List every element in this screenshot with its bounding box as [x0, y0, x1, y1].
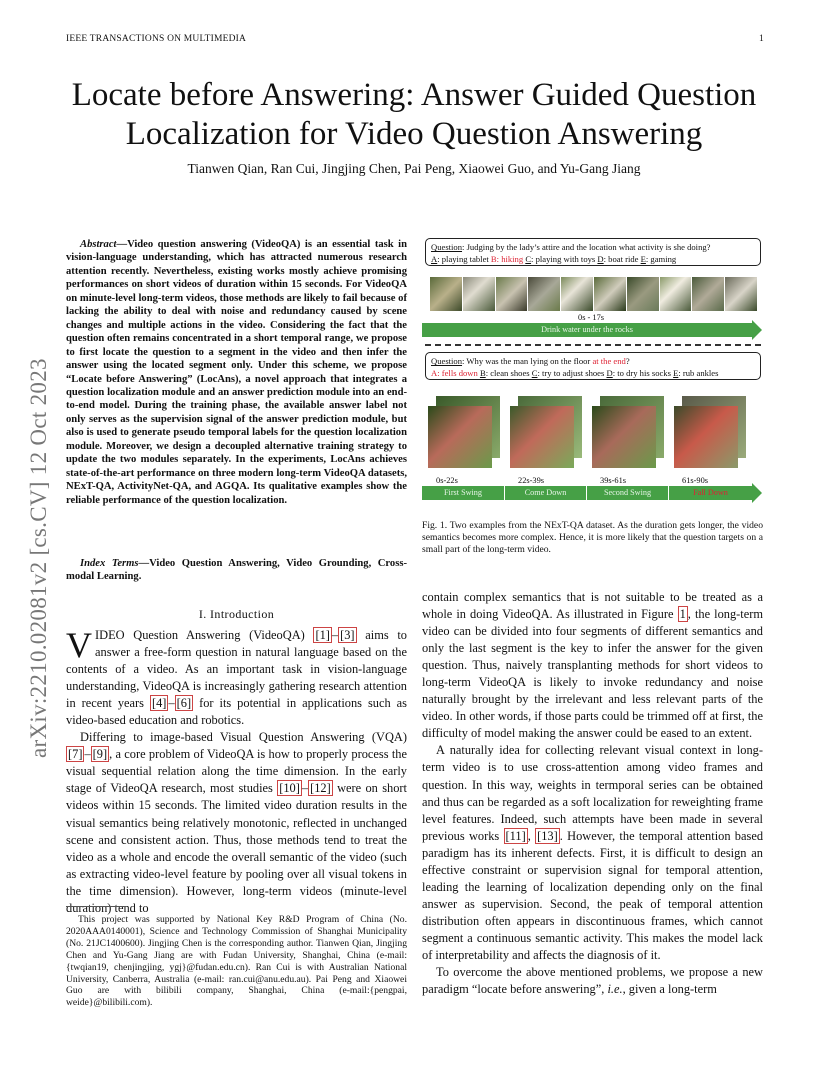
figure-ref-link[interactable]: 1 — [679, 607, 686, 622]
segment-time: 61s-90s — [682, 476, 709, 485]
author-list: Tianwen Qian, Ran Cui, Jingjing Chen, Pai Peng, Xiaowei Guo, and Yu-Gang Jiang — [187, 161, 641, 176]
video-frame — [594, 277, 626, 311]
option-text: : clean shoes — [485, 368, 532, 378]
video-frames-1 — [430, 277, 758, 311]
figure-caption: Fig. 1. Two examples from the NExT-QA dataset. As the duration gets longer, the video semantics becomes more complex. Hence, it is more likely that the question targets on a small part of the long-term video. — [422, 520, 763, 555]
segment-bar: Come Down — [505, 486, 586, 500]
citation-link[interactable]: [10] — [279, 781, 300, 796]
footnote — [66, 914, 407, 1009]
abstract-lead: Abstract — [80, 239, 117, 250]
index-terms-lead: Index Terms — [80, 558, 139, 569]
option-letter: C — [531, 368, 538, 378]
footnote-rule — [66, 906, 126, 907]
option-letter: E — [673, 368, 679, 378]
segment-bar: Drink water under the rocks — [422, 323, 752, 337]
citation-dash: – — [168, 696, 175, 711]
video-frame — [496, 277, 528, 311]
video-frame — [561, 277, 593, 311]
intro-text: , a core problem of VideoQA is how to properly process the visual sequential relation along the time dimension. In the early stage of VideoQA research, most studies — [66, 747, 407, 796]
video-frame — [725, 277, 757, 311]
option-text: : to dry his socks — [612, 368, 674, 378]
segment-time: 0s - 17s — [578, 313, 605, 322]
option-text: : try to adjust shoes — [537, 368, 607, 378]
segment-time: 22s-39s — [518, 476, 545, 485]
intro-text: aims to answer a free-form question in natural language based on the contents of a video. As an important task in vision-language understanding, VideoQA is increasingly gathering research attention in recent years — [66, 628, 407, 711]
citation-link[interactable]: [9] — [92, 747, 108, 762]
citation-link[interactable]: [12] — [310, 781, 331, 796]
drop-cap: V — [66, 625, 92, 665]
citation-link[interactable]: [3] — [340, 628, 355, 642]
body-text-italic: i.e. — [607, 982, 623, 997]
answer-text: : fells down — [437, 368, 480, 378]
option-text: : boat ride — [603, 254, 641, 264]
option-text: : playing tablet — [437, 254, 491, 264]
option-letter: D — [606, 368, 613, 378]
video-frame — [528, 277, 560, 311]
question-text: : Judging by the lady’s attire and the location what activity is she doing? — [462, 242, 711, 252]
video-frame — [660, 277, 692, 311]
option-text: : gaming — [645, 254, 677, 264]
section-heading-introduction: I. Introduction — [198, 607, 275, 621]
question-box-2 — [425, 352, 761, 380]
intro-text: were on short videos within 15 seconds. The limited video duration results in the visual semantics being relatively monotonic, reflected in unchanged scene and consistent action. Thus, those methods tend to treat the video as a whole and encode the overall semantic of the video (such as extracting video-level feature by pooling over all visual tokens in the time dimension). However, long-term videos (minute-level duration) tend to — [66, 781, 407, 915]
question-label: Question — [431, 242, 463, 252]
citation-dash: – — [84, 747, 91, 762]
figure-1 — [422, 236, 763, 498]
video-frame — [692, 277, 724, 311]
option-letter: B — [479, 368, 486, 378]
body-text: , given a long-term — [622, 982, 717, 997]
right-column-body — [422, 589, 763, 998]
dashed-divider — [425, 344, 761, 346]
intro-text: Differing to image-based Visual Question Answering (VQA) — [80, 730, 407, 745]
segment-time: 0s-22s — [436, 476, 458, 485]
abstract — [66, 238, 407, 507]
citation-link[interactable]: [7] — [68, 747, 83, 762]
journal-header: IEEE TRANSACTIONS ON MULTIMEDIA — [66, 34, 247, 44]
arxiv-stamp-text: arXiv:2210.02081v2 [cs.CV] 12 Oct 2023 — [26, 358, 51, 758]
segment-bar: Second Swing — [587, 486, 668, 500]
introduction-body — [66, 627, 407, 917]
body-text: . However, the temporal attention based paradigm has its inherent defects. First, it is difficult to design an effective constraint or supervision signal for temporal attention, leading the learning of localization depending only on the final answer as supervision. Second, the peak of temporal attention distribution often appears in discontinuous frames, which cannot segment a continuous semantic activity. This makes the model lack of interpretability and affects the diagnosis of it. — [422, 828, 764, 962]
intro-text: for its potential in applications such as video-based education and robotics. — [66, 696, 407, 728]
question-highlight: at the end — [592, 356, 626, 366]
citation-dash: – — [301, 781, 309, 796]
citation-link[interactable]: [1] — [315, 628, 330, 642]
arrow-head-icon — [752, 320, 762, 340]
intro-paragraph-2 — [66, 729, 407, 917]
answer-letter: A — [431, 368, 438, 378]
right-paragraph-3 — [422, 964, 763, 998]
video-frame — [428, 406, 492, 468]
option-letter: E — [640, 254, 646, 264]
option-letter: A — [431, 254, 438, 264]
question-text: : Why was the man lying on the floor — [462, 356, 593, 366]
arrow-head-icon — [752, 483, 762, 503]
arxiv-stamp — [20, 290, 60, 760]
citation-link[interactable]: [13] — [537, 828, 558, 843]
answer-text: : hiking — [496, 254, 526, 264]
body-text: , — [527, 828, 536, 843]
citation-link[interactable]: [6] — [176, 696, 192, 711]
segment-bar-key: Fall Down — [669, 486, 752, 500]
video-frame — [627, 277, 659, 311]
video-frame — [430, 277, 462, 311]
question-label: Question — [431, 356, 463, 366]
video-frame — [510, 406, 574, 468]
citation-dash: – — [331, 628, 339, 642]
answer-letter: B — [490, 254, 497, 264]
footnote-text: This project was supported by National Key R&D Program of China (No. 2020AAA0140001), Science and Technology Commission of Shanghai Municipality (No. 21JC1400600). Jingjing Chen is the corresponding author. Tianwen Qian, Jingjing Chen and Yu-Gang Jiang are with Fudan University, Shanghai, China (e-mail: {twqian19, chenjingjing, ygj}@fudan.edu.cn). Ran Cui is with Australian National University, Canberra, Australia (e-mail: ran.cui@anu.edu.au). Pai Peng and Xiaowei Guo are with bilibili company, Shanghai, China (e-mail:{pengpai, weide}@bilibili.com). — [66, 914, 407, 1009]
intro-paragraph-1 — [66, 627, 407, 729]
index-terms-text: —Video Question Answering, Video Grounding, Cross-modal Learning. — [66, 558, 407, 583]
segment-time: 39s-61s — [600, 476, 627, 485]
citation-link[interactable]: [11] — [505, 828, 526, 843]
intro-text: IDEO Question Answering (VideoQA) — [95, 628, 314, 642]
body-text: To overcome the above mentioned problems, we propose a new paradigm “locate before answering”, — [422, 965, 763, 997]
option-text: : playing with toys — [531, 254, 598, 264]
segment-bar: First Swing — [422, 486, 504, 500]
video-frame — [592, 406, 656, 468]
citation-link[interactable]: [4] — [151, 696, 167, 711]
right-paragraph-2 — [422, 742, 763, 964]
paper-title: Locate before Answering: Answer Guided Question Localization for Video Question Answering — [71, 77, 757, 152]
question-box-1 — [425, 238, 761, 266]
video-frame — [674, 406, 738, 468]
page-number: 1 — [759, 34, 764, 44]
body-text: , the long-term video can be divided into four segments of different semantics and only the last segment is the key to infer the answer for the given question. Thus, naively transplanting methods for short videos to long-term VideoQA is likely to invoke redundancy and noise naturally brought by the irrelevant and less relevant parts of the video. In other words, if those parts could be trimmed off at first, the difficulty of model making the answer could be eased to an extent. — [422, 607, 764, 741]
option-letter: C — [525, 254, 532, 264]
body-text: A naturally idea for collecting relevant visual context in long-term video is to use cross-attention among video frames and question. In this way, weights in termporal series can be obtained and thus can be regarded as a soft localization for reweighting frame level features. Indeed, such attempts have been made in several previous works — [422, 743, 763, 843]
question-text: ? — [625, 356, 630, 366]
option-text: : rub ankles — [678, 368, 719, 378]
video-frame — [463, 277, 495, 311]
right-paragraph-1 — [422, 589, 763, 742]
body-text: contain complex semantics that is not suitable to be treated as a whole in doing VideoQA. As illustrated in Figure — [422, 590, 763, 622]
abstract-text: —Video question answering (VideoQA) is an essential task in vision-language understanding, which has attracted numerous research attention recently. Nevertheless, existing works mostly achieve promising performances on short videos of duration within 15 seconds. For VideoQA on minute-level long-term videos, those methods are likely to fail because of lacking the ability to deal with noise and redundancy caused by scene changes and multiple actions in the video. Considering the fact that the question often remains concentrated in a short temporal range, we propose to first locate the question to a segment in the video and then infer the answer using the located segment only. Under this scheme, we propose “Locate before Answering” (LocAns), a novel approach that integrates a question localization module and an answer prediction module into an end-to-end model. During the training phase, the available answer label not only serves as the supervision signal of the answer prediction module, but also is used to generate pseudo temporal labels for the question localization module. Moreover, we design a decoupled alternative training strategy to update the two modules separately. In the experiments, LocAns achieves state-of-the-art performance on three modern long-term VideoQA datasets, NExT-QA, ActivityNet-QA, and AGQA. Its qualitative examples show the reliable performance of the question localization. — [66, 239, 407, 506]
index-terms — [66, 557, 407, 584]
option-letter: D — [597, 254, 604, 264]
